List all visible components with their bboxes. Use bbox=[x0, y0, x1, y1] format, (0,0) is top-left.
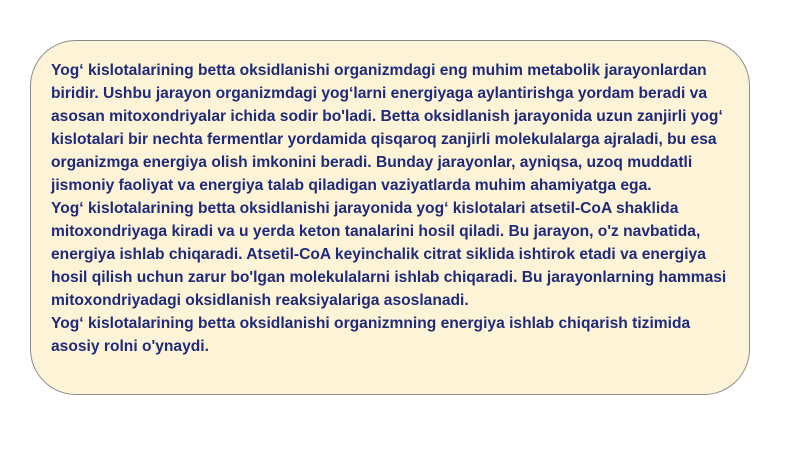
text-card bbox=[30, 40, 750, 395]
body-text: Yogʻ kislotalarining betta oksidlanishi organizmdagi eng muhim metabolik jarayonlardan biridir. Ushbu jarayon organizmdagi yogʻlarni energiyaga aylantirishga yordam beradi va asosan mitoxondriyalar ichida sodir bo'ladi. Betta oksidlanish jarayonida uzun zanjirli yogʻ kislotalari bir nechta fermentlar yordamida qisqaroq zanjirli molekulalarga ajraladi, bu esa organizmga energiya olish imkonini beradi. Bunday jarayonlar, ayniqsa, uzoq muddatli jismoniy faoliyat va energiya talab qiladigan vaziyatlarda muhim ahamiyatga ega. Yogʻ kislotalarining betta oksidlanishi jarayonida yogʻ kislotalari atsetil-CoA shaklida mitoxondriyaga kiradi va u yerda keton tanalarini hosil qiladi. Bu jarayon, o'z navbatida, energiya ishlab chiqaradi. Atsetil-CoA keyinchalik citrat siklida ishtirok etadi va energiya hosil qilish uchun zarur bo'lgan molekulalarni ishlab chiqaradi. Bu jarayonlarning hammasi mitoxondriyadagi oksidlanish reaksiyalariga asoslanadi. Yogʻ kislotalarining betta oksidlanishi organizmning energiya ishlab chiqarish tizimida asosiy rolni o'ynaydi. bbox=[51, 62, 727, 355]
